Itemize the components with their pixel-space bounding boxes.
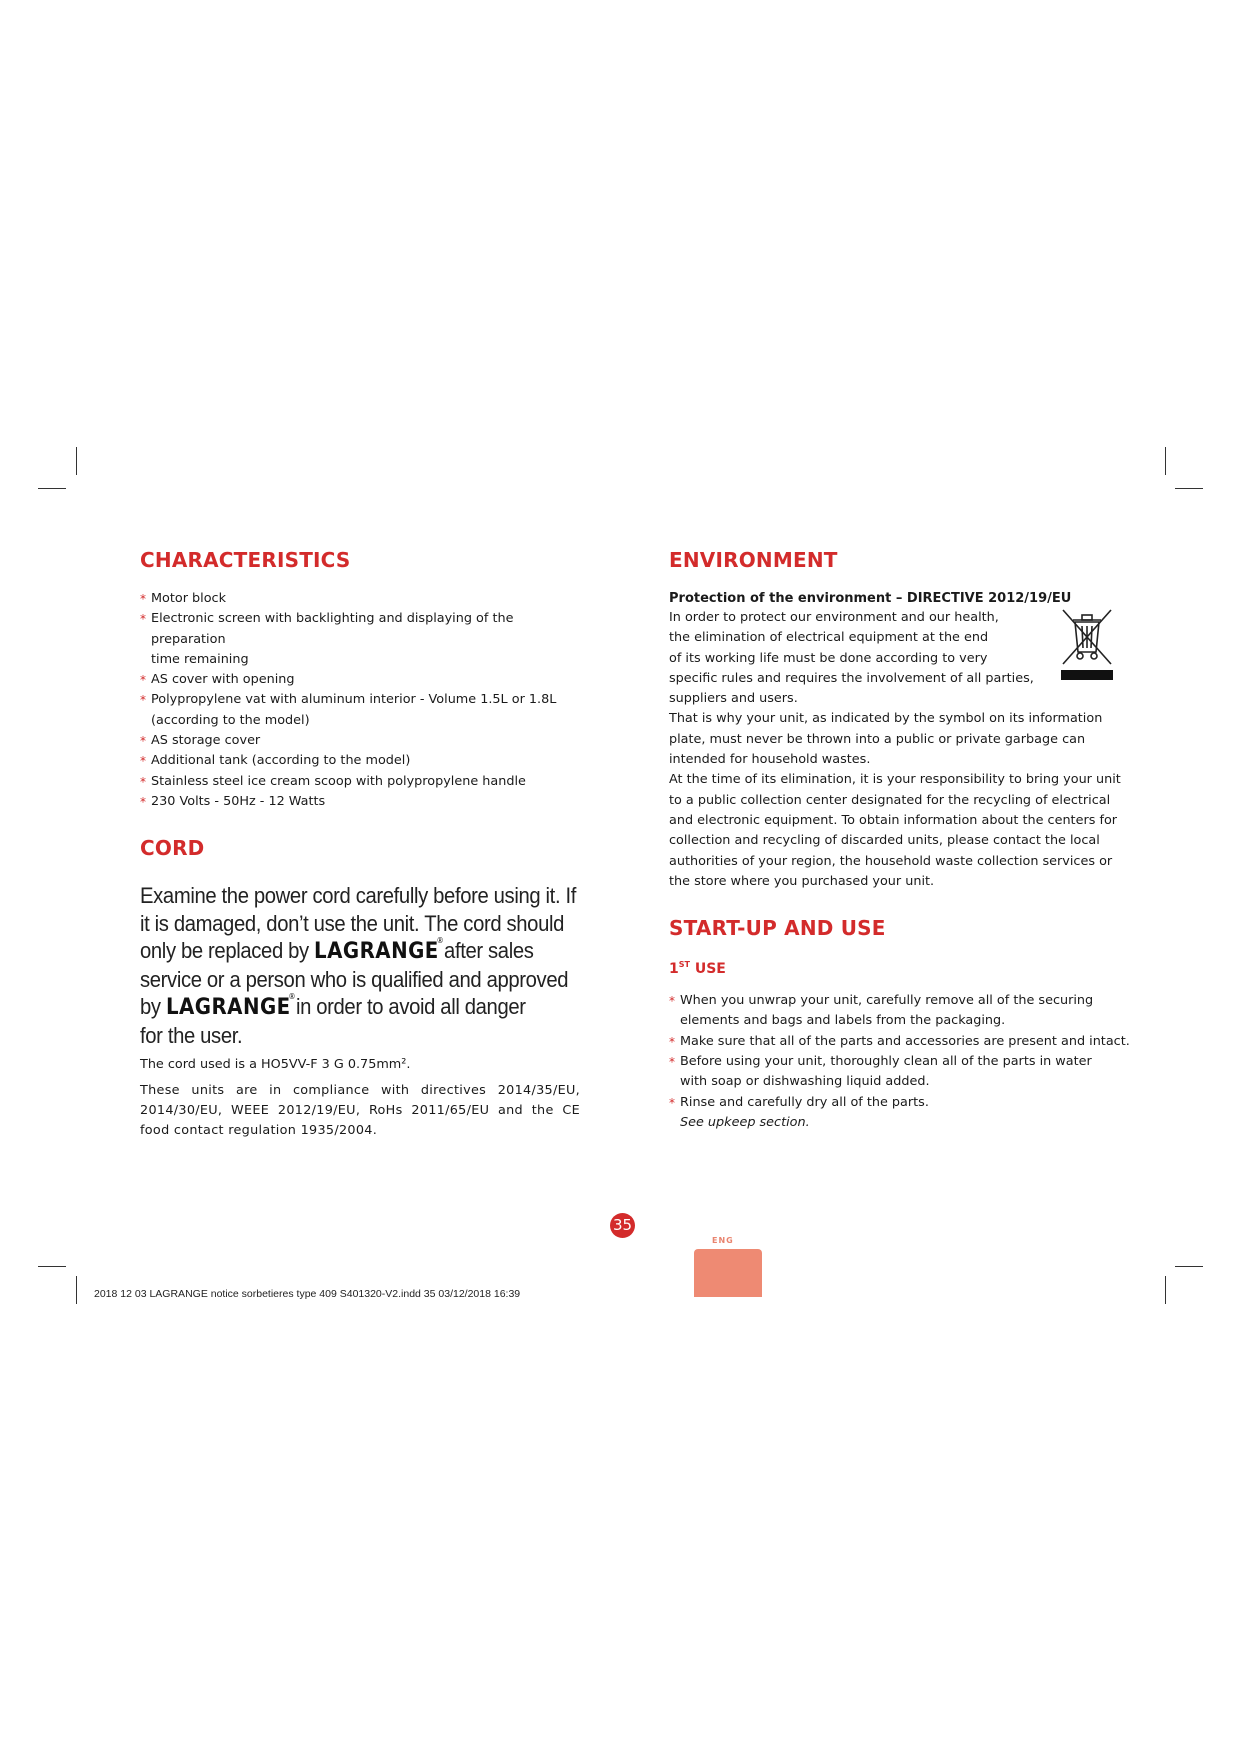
- list-item-note: See upkeep section.: [680, 1114, 810, 1130]
- list-item: * Before using your unit, thoroughly clean all of the parts in water: [669, 1052, 1123, 1072]
- environment-subtitle: Protection of the environment – DIRECTIVE 2012/19/EU: [669, 591, 1072, 606]
- star-bullet-icon: *: [140, 754, 146, 769]
- list-item: * Stainless steel ice cream scoop with polypropylene handle: [140, 772, 580, 792]
- list-item: * 230 Volts - 50Hz - 12 Watts: [140, 792, 580, 812]
- cord-heading: CORD: [140, 836, 205, 861]
- crop-mark: [38, 488, 66, 489]
- star-bullet-icon: *: [669, 1095, 675, 1110]
- star-bullet-icon: *: [669, 1034, 675, 1049]
- language-tab: [694, 1249, 762, 1297]
- star-bullet-icon: *: [140, 774, 146, 789]
- print-footer: 2018 12 03 LAGRANGE notice sorbetieres type 409 S401320-V2.indd 35 03/12/2018 16:39: [94, 1288, 521, 1300]
- environment-heading: ENVIRONMENT: [669, 548, 838, 572]
- star-bullet-icon: *: [140, 794, 146, 809]
- lagrange-logo: LAGRANGE ®: [165, 992, 297, 1021]
- list-item-continuation: with soap or dishwashing liquid added.: [680, 1074, 930, 1090]
- list-item-continuation: (according to the model): [151, 712, 310, 728]
- page-number: 35: [610, 1213, 635, 1238]
- list-item: * Motor block: [140, 589, 580, 609]
- cord-type-text: The cord used is a HO5VV-F 3 G 0.75mm².: [140, 1057, 411, 1073]
- cord-warning-text: Examine the power cord carefully before using it. If it is damaged, don’t use the unit. The cord should only be replaced by LAGRANGE ® after sales service or a person who is qualified and approved by LAGRANGE ® in order to avoid all danger for the user.: [140, 883, 577, 1048]
- star-bullet-icon: *: [140, 673, 146, 688]
- star-bullet-icon: *: [669, 1055, 675, 1070]
- left-column: [140, 548, 580, 1141]
- lagrange-logo: LAGRANGE ®: [314, 936, 445, 965]
- crop-mark: [1175, 1266, 1203, 1267]
- crop-mark: [1175, 488, 1203, 489]
- list-item: * AS storage cover: [140, 731, 580, 751]
- crop-mark: [1165, 447, 1166, 475]
- crossed-out-wheelie-bin-icon: [1059, 606, 1115, 684]
- characteristics-heading: CHARACTERISTICS: [140, 548, 351, 572]
- environment-block: Protection of the environment – DIRECTIVE 2012/19/EU In order to protect our environment and our health, the elimination of electrical equipment at the end of its working life must be done according to very specific rules and requires the involvement of all parties, suppliers and users. That is why your unit, as indicated by the symbol on its information plate, must never be thrown into a public or private garbage can intended for household wastes. At the time of its elimination, it is your responsibility to bring your unit to a public collection center designated for the recycling of electrical and electronic equipment. To obtain information about the centers for collection and recycling of discarded units, please contact the local authorities of your region, the household waste collection services or the store where you purchased your unit.: [669, 590, 1123, 892]
- list-item: * Electronic screen with backlighting and displaying of the preparation: [140, 611, 514, 647]
- environment-paragraph: That is why your unit, as indicated by the symbol on its information plate, must never be thrown into a public or private garbage can intended for household wastes.: [669, 711, 1103, 768]
- list-item: * Polypropylene vat with aluminum interior - Volume 1.5L or 1.8L: [140, 690, 580, 710]
- crop-mark: [1165, 1276, 1166, 1304]
- list-item: * Make sure that all of the parts and accessories are present and intact.: [669, 1032, 1123, 1052]
- compliance-text: These units are in compliance with directives 2014/35/EU, 2014/30/EU, WEEE 2012/19/EU, RoHs 2011/65/EU and the CE food contact regulation 1935/2004.: [140, 1082, 580, 1139]
- star-bullet-icon: *: [140, 612, 146, 627]
- list-item-continuation: time remaining: [151, 651, 249, 667]
- first-use-heading: 1ST USE: [669, 960, 726, 978]
- startup-heading: START-UP AND USE: [669, 916, 886, 941]
- list-item: * Rinse and carefully dry all of the parts.: [669, 1093, 1123, 1113]
- star-bullet-icon: *: [140, 592, 146, 606]
- list-item: * When you unwrap your unit, carefully remove all of the securing: [669, 991, 1123, 1011]
- crop-mark: [38, 1266, 66, 1267]
- crop-mark: [76, 1276, 77, 1304]
- crop-mark: [76, 447, 77, 475]
- language-label: ENG: [712, 1236, 734, 1245]
- list-item-continuation: elements and bags and labels from the packaging.: [680, 1013, 1006, 1029]
- list-item: * AS cover with opening: [140, 670, 580, 690]
- star-bullet-icon: *: [669, 994, 675, 1009]
- startup-list: [669, 991, 1130, 1133]
- environment-paragraph: At the time of its elimination, it is your responsibility to bring your unit to a public collection center designated for the recycling of electrical and electronic equipment. To obtain information about the centers for collection and recycling of discarded units, please contact the local authorities of your region, the household waste collection services or the store where you purchased your unit.: [669, 772, 1121, 889]
- list-item: * Additional tank (according to the model): [140, 751, 580, 771]
- right-column: [669, 548, 1130, 1133]
- characteristics-list: [140, 589, 580, 812]
- star-bullet-icon: *: [140, 693, 146, 708]
- star-bullet-icon: *: [140, 734, 146, 749]
